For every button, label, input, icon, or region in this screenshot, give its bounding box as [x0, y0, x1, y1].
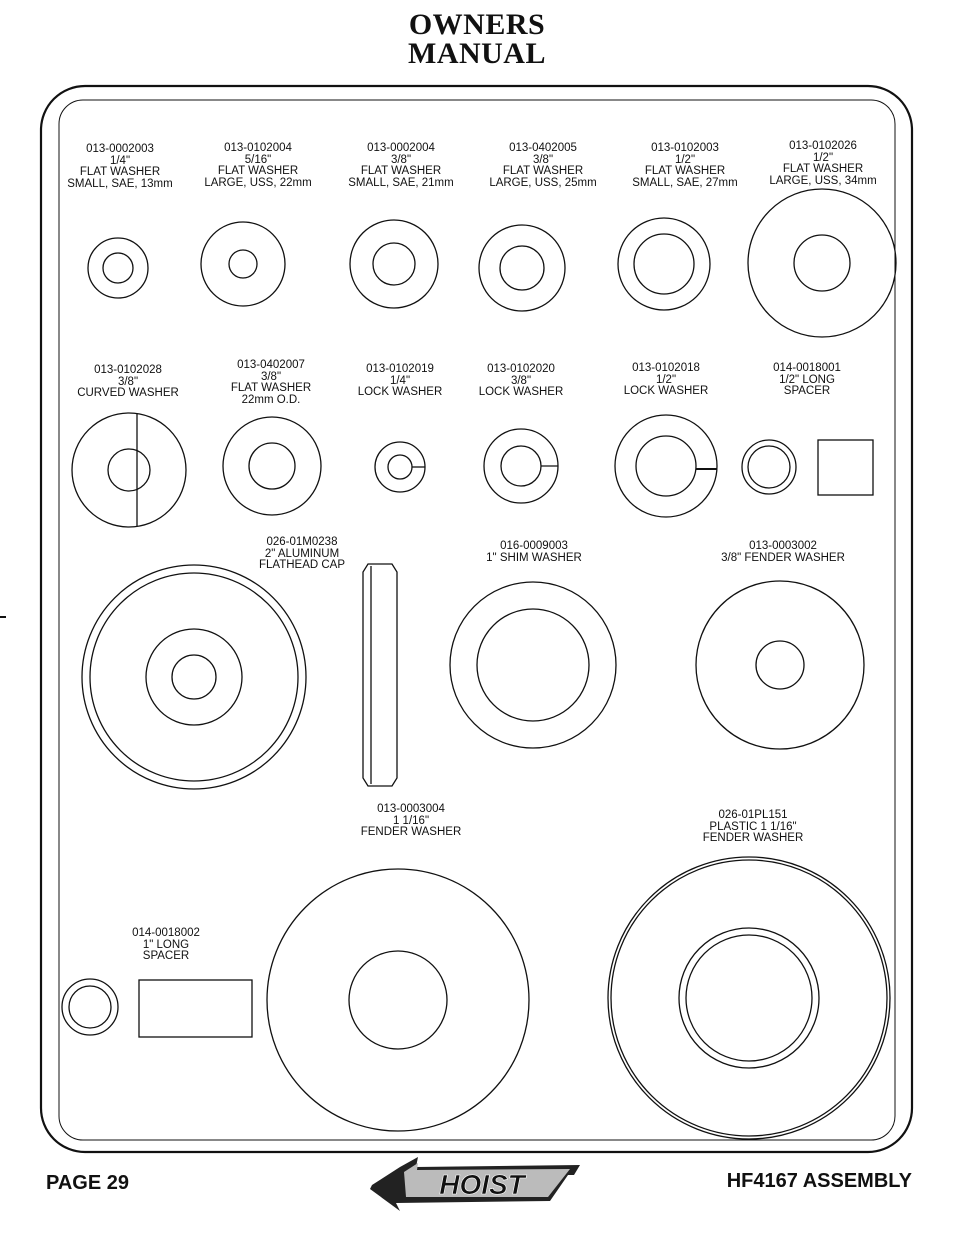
label-p9: 013-0102019 1/4" LOCK WASHER	[357, 363, 443, 398]
hoist-logo	[370, 1153, 590, 1213]
margin-mark	[0, 616, 6, 618]
title-line-2: MANUAL	[408, 37, 546, 70]
label-p16: 013-0003004 1 1/16" FENDER WASHER	[360, 803, 462, 838]
flat-washer-p5	[618, 218, 710, 310]
flat-washer-p3	[350, 220, 438, 308]
spacer-p12	[742, 440, 873, 495]
title-line-1: OWNERS	[408, 8, 546, 41]
lock-washer-p11	[615, 415, 717, 517]
label-p15: 013-0003002 3/8" FENDER WASHER	[721, 540, 845, 564]
flat-washer-p1	[88, 238, 148, 298]
curved-washer-p7	[72, 413, 186, 527]
label-p3: 013-0002004 3/8" FLAT WASHER SMALL, SAE, 21mm	[348, 142, 454, 189]
spacer-p18	[62, 979, 252, 1037]
logo-text: HOIST	[439, 1169, 525, 1200]
label-p7: 013-0102028 3/8" CURVED WASHER	[77, 364, 179, 399]
inner-frame	[59, 100, 895, 1140]
label-p12: 014-0018001 1/2" LONG SPACER	[773, 362, 841, 397]
flat-washer-p2	[201, 222, 285, 306]
lock-washer-p9	[375, 442, 425, 492]
label-p10: 013-0102020 3/8" LOCK WASHER	[478, 363, 564, 398]
flat-washer-p6	[748, 189, 896, 337]
document-name: HF4167 ASSEMBLY	[726, 1170, 912, 1192]
label-p2: 013-0102004 5/16" FLAT WASHER LARGE, USS, 22mm	[204, 142, 312, 189]
fender-washer-p15	[696, 581, 864, 749]
plastic-fender-washer-p17	[608, 857, 890, 1139]
label-p1: 013-0002003 1/4" FLAT WASHER SMALL, SAE, 13mm	[67, 143, 173, 190]
fender-washer-p16	[267, 869, 529, 1131]
label-p4: 013-0402005 3/8" FLAT WASHER LARGE, USS, 25mm	[489, 142, 597, 189]
label-p11: 013-0102018 1/2" LOCK WASHER	[623, 362, 709, 397]
label-p17: 026-01PL151 PLASTIC 1 1/16" FENDER WASHER	[702, 809, 804, 844]
lock-washer-p10	[484, 429, 558, 503]
flat-washer-p8	[223, 417, 321, 515]
page-number: PAGE 29	[46, 1172, 129, 1194]
shim-washer-p14	[450, 582, 616, 748]
outer-frame	[41, 86, 912, 1152]
label-p18: 014-0018002 1" LONG SPACER	[132, 927, 200, 962]
flat-washer-p4	[479, 225, 565, 311]
label-p6: 013-0102026 1/2" FLAT WASHER LARGE, USS, 34mm	[769, 140, 877, 187]
flathead-cap-p13	[82, 564, 397, 789]
label-p14: 016-0009003 1" SHIM WASHER	[486, 540, 582, 564]
label-p13: 026-01M0238 2" ALUMINUM FLATHEAD CAP	[258, 536, 346, 571]
label-p5: 013-0102003 1/2" FLAT WASHER SMALL, SAE, 27mm	[632, 142, 738, 189]
label-p8: 013-0402007 3/8" FLAT WASHER 22mm O.D.	[230, 359, 312, 406]
